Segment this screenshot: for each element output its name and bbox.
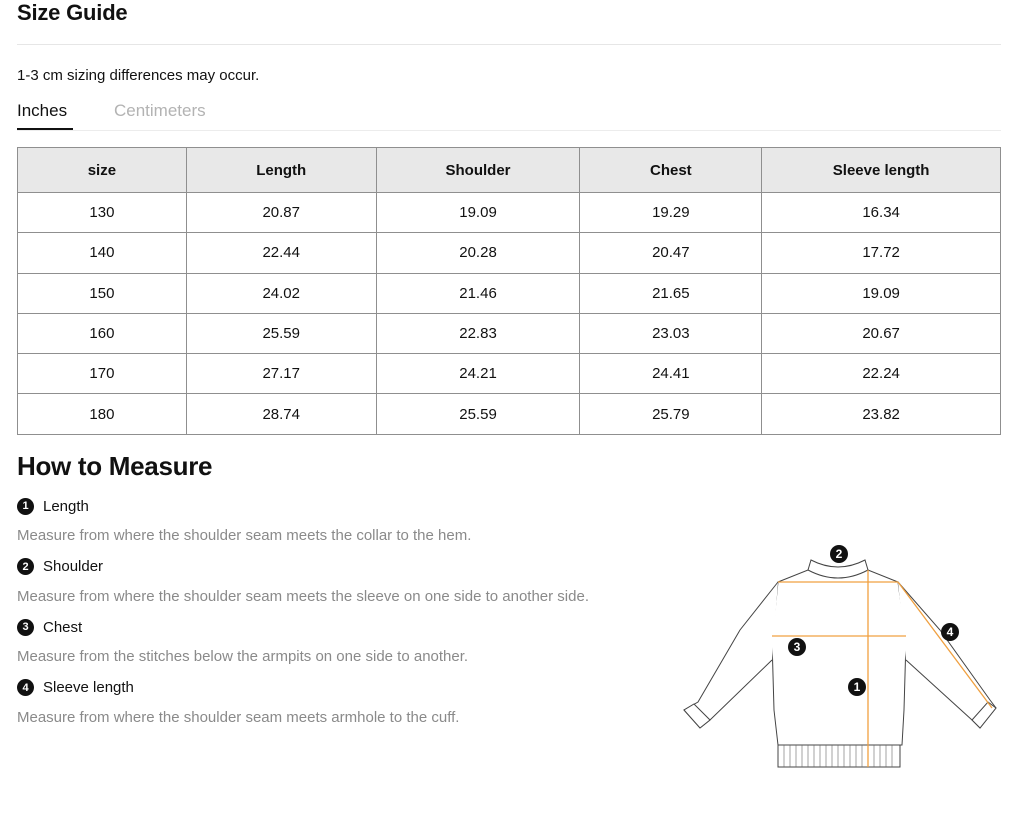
table-cell: 130 [18,193,187,233]
step-description: Measure from where the shoulder seam meets armhole to the cuff. [17,708,460,726]
table-cell: 25.79 [580,394,762,434]
table-cell: 16.34 [762,193,1001,233]
table-row [18,313,1001,353]
table-cell: 21.65 [580,273,762,313]
page-title: Size Guide [17,0,128,25]
tabs-divider [17,130,1001,131]
table-cell: 25.59 [186,313,376,353]
marker-4: 4 [946,625,954,639]
step-label: Shoulder [43,558,104,575]
table-cell: 23.82 [762,394,1001,434]
table-cell: 19.09 [762,273,1001,313]
step-description: Measure from where the shoulder seam meets the sleeve on one side to another side. [17,587,589,605]
size-table [17,147,1001,435]
table-cell: 24.21 [376,354,580,394]
table-row [18,354,1001,394]
table-cell: 21.46 [376,273,580,313]
table-cell: 20.47 [580,233,762,273]
table-cell: 180 [18,394,187,434]
measure-step-shoulder [17,555,657,616]
table-cell: 27.17 [186,354,376,394]
how-to-measure-heading: How to Measure [17,451,213,481]
sweater-diagram-icon [680,540,1000,770]
table-cell: 150 [18,273,187,313]
table-cell: 22.44 [186,233,376,273]
table-cell: 23.03 [580,313,762,353]
sizing-note: 1-3 cm sizing differences may occur. [17,67,260,84]
table-cell: 25.59 [376,394,580,434]
step-number-badge: 1 [17,498,34,515]
column-header-shoulder: Shoulder [376,148,580,193]
table-cell: 28.74 [186,394,376,434]
step-label: Chest [43,618,83,636]
measure-steps [17,494,657,736]
marker-2: 2 [835,547,843,561]
measure-step-chest [17,615,657,676]
column-header-chest: Chest [580,148,762,193]
table-header-row [18,148,1001,193]
table-row [18,233,1001,273]
measure-step-sleeve-length [17,676,657,737]
table-cell: 140 [18,233,187,273]
step-number-badge: 3 [17,619,34,636]
table-cell: 24.02 [186,273,376,313]
table-cell: 22.24 [762,354,1001,394]
step-label: Length [43,497,89,515]
divider [17,44,1001,45]
step-description: Measure from the stitches below the armpits on one side to another. [17,648,469,665]
marker-3: 3 [793,640,801,654]
column-header-length: Length [186,148,376,193]
step-number-badge: 4 [17,679,34,696]
table-row [18,193,1001,233]
table-cell: 20.67 [762,313,1001,353]
tab-centimeters[interactable]: Centimeters [114,101,206,120]
step-label: Sleeve length [43,679,134,696]
column-header-size: size [18,148,187,193]
table-cell: 20.87 [186,193,376,233]
table-cell: 17.72 [762,233,1001,273]
table-row [18,394,1001,434]
step-number-badge: 2 [17,558,34,575]
step-description: Measure from where the shoulder seam meets the collar to the hem. [17,527,472,544]
column-header-sleeve-length: Sleeve length [762,148,1001,193]
table-cell: 170 [18,354,187,394]
table-cell: 160 [18,313,187,353]
table-cell: 19.09 [376,193,580,233]
unit-tabs [17,98,206,131]
table-cell: 19.29 [580,193,762,233]
marker-1: 1 [853,680,861,694]
table-cell: 22.83 [376,313,580,353]
table-cell: 20.28 [376,233,580,273]
table-row [18,273,1001,313]
tab-inches[interactable]: Inches [17,98,114,131]
table-cell: 24.41 [580,354,762,394]
measure-step-length [17,494,657,555]
